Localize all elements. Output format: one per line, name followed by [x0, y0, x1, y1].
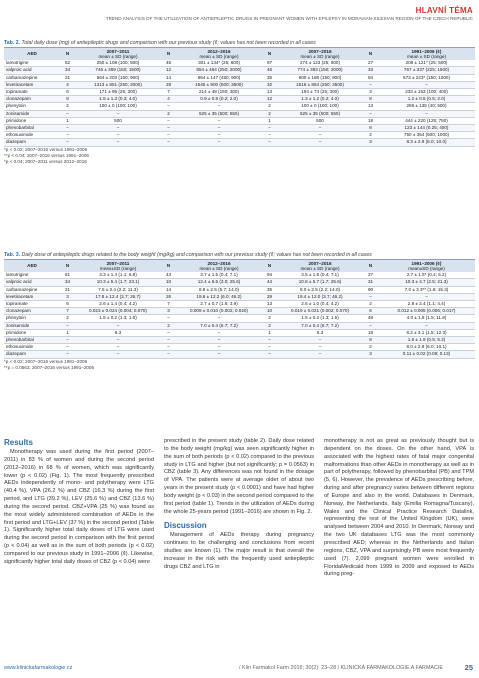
cell-count: 97 — [262, 60, 277, 67]
page-footer — [4, 662, 473, 674]
cell-count: – — [262, 337, 277, 344]
table-2-header-period-1: 2007–2011 mean ± SD (range) — [75, 48, 161, 61]
table-row — [4, 132, 475, 139]
cell-aed-name: zonisamide — [4, 322, 60, 329]
cell-value: 10.3 ± 4.7 (2.5; 21.3) — [378, 279, 475, 286]
cell-value: – — [176, 125, 262, 132]
cell-aed-name: diazepam — [4, 139, 60, 146]
cell-count: – — [161, 344, 176, 351]
cell-aed-name: clonazepam — [4, 96, 60, 103]
table-2-header-n2: N — [161, 48, 176, 61]
cell-value: – — [277, 132, 363, 139]
cell-value: 7.0 ± 0.4 (6.7; 7.2) — [277, 322, 363, 329]
cell-count: – — [363, 293, 378, 300]
table-row — [4, 96, 475, 103]
cell-value: 171 ± 95 (25; 300) — [75, 89, 161, 96]
table-row — [4, 329, 475, 336]
table-3-caption-text: Daily dose of antiepileptic drugs related to the body weight (mg/kg) and comparison with our previous study (¢; values has not been recorded in all cases — [21, 252, 372, 258]
table-3-caption — [4, 252, 475, 259]
cell-value: 0.012 ± 0.005 (0.006; 0.017) — [378, 308, 475, 315]
cell-value: – — [176, 139, 262, 146]
cell-value: – — [176, 103, 262, 110]
cell-value: 1.5 ± 0.2 (1.3; 1.6) — [277, 315, 363, 322]
cell-count: 51 — [60, 272, 75, 279]
table-3-grid — [4, 259, 475, 359]
cell-value: 1313 ± 851 (250; 2000) — [75, 81, 161, 88]
cell-count: 94 — [262, 272, 277, 279]
table-row — [4, 60, 475, 67]
table-row — [4, 315, 475, 322]
cell-value: – — [378, 81, 475, 88]
cell-count: 3 — [161, 308, 176, 315]
cell-value: 1.6 ± 1.9 (0.5; 5.3) — [378, 337, 475, 344]
cell-count: – — [60, 139, 75, 146]
cell-value: 774 ± 393 (150; 2000) — [277, 67, 363, 74]
cell-value: 1516 ± 884 (250; 3500) — [277, 81, 363, 88]
cell-value: 2.7 ± 0.7 (1.6; 3.9) — [176, 301, 262, 308]
footnote: *p < 0.04; 2007–2011 versus 2012–2016 — [4, 158, 87, 164]
cell-aed-name: phenytoin — [4, 103, 60, 110]
cell-count: 1 — [60, 117, 75, 124]
table-row — [4, 322, 475, 329]
cell-count: 52 — [60, 60, 75, 67]
cell-aed-name: carbamazepine — [4, 286, 60, 293]
cell-count: – — [161, 125, 176, 132]
cell-aed-name: clonazepam — [4, 308, 60, 315]
table-row — [4, 89, 475, 96]
cell-value: 19.4 ± 12.0 (3.7; 46.2) — [277, 293, 363, 300]
cell-count: – — [262, 132, 277, 139]
cell-value: 6.2 ± 3.1 (1.5; 12.3) — [378, 329, 475, 336]
cell-aed-name: levetiracetam — [4, 81, 60, 88]
cell-count: 4 — [161, 96, 176, 103]
cell-count: 13 — [363, 103, 378, 110]
cell-aed-name: lamotrigine — [4, 60, 60, 67]
cell-value: – — [75, 110, 161, 117]
cell-aed-name: phenobarbital — [4, 125, 60, 132]
cell-value: 750 ± 354 (500; 1000) — [378, 132, 475, 139]
cell-value: – — [75, 337, 161, 344]
cell-aed-name: topiramate — [4, 89, 60, 96]
cell-count: 7 — [161, 301, 176, 308]
cell-count: 2 — [161, 110, 176, 117]
cell-value: 444 ± 220 (125; 750) — [378, 117, 475, 124]
cell-value: 2.7 ± 1.5* (0.4; 6.2) — [378, 272, 475, 279]
table-row — [4, 74, 475, 81]
cell-value: 2.6 ± 1.4 (0.4; 4.2) — [75, 301, 161, 308]
table-2-header-period-3: 2007–2016 mean ± SD (range) — [277, 48, 363, 61]
cell-count: 7 — [60, 308, 75, 315]
discussion-heading: Discussion — [164, 521, 207, 531]
cell-count: – — [262, 139, 277, 146]
cell-count: 2 — [60, 103, 75, 110]
page-number: 25 — [464, 663, 473, 672]
cell-count: – — [363, 322, 378, 329]
cell-count: 33 — [363, 67, 378, 74]
cell-value: – — [176, 344, 262, 351]
cell-count: 12 — [161, 67, 176, 74]
cell-value: 2.6 ± 1.0 (0.4; 4.2) — [277, 301, 363, 308]
table-2-header-n1: N — [60, 48, 75, 61]
cell-value: 233 ± 153 (100; 400) — [378, 89, 475, 96]
footnote: **p < 0.04; 2007–2016 versus 1991–2006 — [4, 153, 89, 159]
cell-count: 8 — [363, 337, 378, 344]
cell-value: 3.7 ± 1.5 (0.4; 7.1) — [176, 272, 262, 279]
cell-value: 0.019 ± 0.021 (0.002; 0.070) — [277, 308, 363, 315]
cell-value: 4.0 ± 1.8 (1.5; 11.8) — [378, 315, 475, 322]
table-2-caption — [4, 40, 475, 47]
cell-value: 600 ± 186 (150; 900) — [277, 74, 363, 81]
cell-count: 27 — [363, 60, 378, 67]
text-column-2 — [164, 438, 314, 572]
cell-count: 45 — [161, 60, 176, 67]
cell-value: 746 ± 369 (150; 1500) — [75, 67, 161, 74]
table-row — [4, 110, 475, 117]
cell-count: 1 — [262, 117, 277, 124]
table-2-header-n4: N — [363, 48, 378, 61]
cell-value: – — [176, 329, 262, 336]
cell-aed-name: diazepam — [4, 351, 60, 358]
cell-count: – — [60, 132, 75, 139]
cell-value: 1.5 ± 1.3 (0.3; 4.0) — [75, 96, 161, 103]
cell-value: 208 ± 121* (25; 500) — [378, 60, 475, 67]
journal-citation: / Klin Farmakol Farm 2016; 30(2): 23–28 / KLINICKÁ FARMAKOLOGIE A FARMACIE — [239, 665, 444, 671]
cell-count: 8 — [363, 96, 378, 103]
cell-count: – — [60, 322, 75, 329]
cell-aed-name: valproic acid — [4, 67, 60, 74]
table-row — [4, 344, 475, 351]
cell-value: – — [277, 125, 363, 132]
text-column-1 — [4, 438, 154, 567]
cell-value: 6.3 — [277, 329, 363, 336]
table-row — [4, 117, 475, 124]
table-3-header — [4, 260, 475, 273]
table-3-header-period-1: 2007–2011 mean±SD (range) — [75, 260, 161, 273]
cell-count: – — [161, 315, 176, 322]
cell-count: 2 — [60, 315, 75, 322]
cell-value: 10.8 ± 5.7 (1.7; 25.6) — [277, 279, 363, 286]
table-2-header-period-2: 2012–2016 mean ± SD (range) — [176, 48, 262, 61]
cell-value: – — [75, 351, 161, 358]
cell-count: 13 — [262, 89, 277, 96]
cell-value: 214 ± 48 (150; 300) — [176, 89, 262, 96]
cell-count: 2 — [161, 322, 176, 329]
cell-value: 250 ± 108 (100; 500) — [75, 60, 161, 67]
table-row — [4, 337, 475, 344]
cell-count: 32 — [262, 81, 277, 88]
cell-value: 525 ± 35 (500; 550) — [277, 110, 363, 117]
cell-count: 2 — [363, 301, 378, 308]
cell-count: – — [161, 329, 176, 336]
cell-value: 0.11 ± 0.02 (0.08; 0.13) — [378, 351, 475, 358]
cell-count: – — [60, 337, 75, 344]
cell-value: 0.009 ± 0.010 (0.002; 0.020) — [176, 308, 262, 315]
cell-count: 3 — [363, 89, 378, 96]
website-link[interactable]: www.klinickafarmakologie.cz — [4, 665, 73, 671]
cell-value: 854 ± 464 (250; 2000) — [176, 67, 262, 74]
cell-aed-name: primidone — [4, 329, 60, 336]
cell-aed-name: valproic acid — [4, 279, 60, 286]
cell-count: 34 — [60, 67, 75, 74]
cell-aed-name: zonisamide — [4, 110, 60, 117]
footnote: *p < 0.02; 2007–2016 versus 1991–2006 — [4, 359, 88, 365]
section-label: HLAVNÍ TÉMA — [415, 6, 473, 15]
cell-count: 28 — [161, 81, 176, 88]
cell-count: 2 — [363, 344, 378, 351]
cell-value: – — [277, 351, 363, 358]
cell-count: 8 — [60, 96, 75, 103]
cell-count: 3 — [60, 293, 75, 300]
cell-count: – — [161, 103, 176, 110]
cell-count: 18 — [363, 329, 378, 336]
table-3-header-period-4: 1991–2006 (¢) mean±SD (range) — [378, 260, 475, 273]
discussion-paragraph: Management of AEDs therapy during pregnancy continues to be challenging and conclusions from recent studies are known (1). The major result is that overall the increase in the risk with the frequently used antiepileptic drugs CBZ and LTG in — [164, 532, 314, 570]
cell-value: – — [378, 110, 475, 117]
cell-value: – — [75, 132, 161, 139]
cell-value: 100 ± 0 (100; 100) — [277, 103, 363, 110]
cell-count: 1 — [262, 329, 277, 336]
table-2-caption-text: Total daily dose (mg) of antiepileptic drugs and comparison with our previous study (¢; values has not been recorded in all cases — [21, 40, 316, 46]
cell-value: 564 ± 203 (150; 900) — [75, 74, 161, 81]
table-2-header — [4, 48, 475, 61]
footnote: **p = 0.0563; 2007–2016 versus 1991–2006 — [4, 365, 95, 371]
cell-value: 1.2 ± 0.5 (0.5; 2.0) — [378, 96, 475, 103]
cell-value: 500 — [277, 117, 363, 124]
text-column-3 — [324, 438, 474, 579]
cell-value: 654 ± 147 (450; 900) — [176, 74, 262, 81]
table-3-header-n1: N — [60, 260, 75, 273]
cell-value: – — [277, 139, 363, 146]
table-2-header-aed: AED — [4, 48, 60, 61]
cell-count: 21 — [60, 74, 75, 81]
cell-value: 573 ± 223* (150; 1000) — [378, 74, 475, 81]
cell-value: 100 ± 0 (100; 100) — [75, 103, 161, 110]
cell-value: 8.0 ± 2.5 (2.2; 14.0) — [277, 286, 363, 293]
cell-value: – — [378, 293, 475, 300]
cell-count: 14 — [161, 286, 176, 293]
cell-value: 274 ± 123 (25; 600) — [277, 60, 363, 67]
table-3-body — [4, 272, 475, 358]
cell-count: – — [60, 344, 75, 351]
cell-value: 12.4 ± 6.5 (3.0; 25.6) — [176, 279, 262, 286]
cell-count: 18 — [363, 117, 378, 124]
table-row — [4, 308, 475, 315]
table-3 — [4, 252, 475, 371]
table-3-header-aed: AED — [4, 260, 60, 273]
cell-value: 0.9 ± 0.8 (0.2; 2.0) — [176, 96, 262, 103]
cell-count: 29 — [262, 293, 277, 300]
cell-count: 34 — [60, 279, 75, 286]
table-2-footnotes — [4, 147, 475, 164]
table-2-grid — [4, 47, 475, 147]
cell-count: 21 — [60, 286, 75, 293]
table-3-label: Tab. 3. — [4, 252, 21, 258]
cell-count: 10 — [262, 308, 277, 315]
table-row — [4, 125, 475, 132]
cell-count: 4 — [60, 81, 75, 88]
cell-value: 6.3 — [75, 329, 161, 336]
cell-value: – — [176, 337, 262, 344]
cell-count: 6 — [363, 308, 378, 315]
table-row — [4, 301, 475, 308]
cell-value: 17.8 ± 12.4 (3.7; 26.7) — [75, 293, 161, 300]
cell-aed-name: ethosuximide — [4, 132, 60, 139]
cell-count: 3 — [363, 139, 378, 146]
table-row — [4, 139, 475, 146]
table-2-label: Tab. 2. — [4, 40, 21, 46]
cell-count: 6 — [60, 89, 75, 96]
cell-count: 12 — [262, 96, 277, 103]
cell-value: – — [176, 351, 262, 358]
cell-aed-name: lamotrigine — [4, 272, 60, 279]
cell-count: – — [60, 110, 75, 117]
cell-count: 2 — [262, 110, 277, 117]
cell-count: 43 — [161, 272, 176, 279]
cell-aed-name: primidone — [4, 117, 60, 124]
cell-count: 8 — [363, 125, 378, 132]
cell-value: 1.5 ± 0.2 (1.3; 1.6) — [75, 315, 161, 322]
results-paragraph: Monotherapy was used during the first period (2007–2011) in 83 % of women and during the second period (2012–2016) in 68 % of women, which was significantly lower (p < 0.02) (Fig. 1). The most frequently prescribed AEDs independently of mono- and polytherapy were LTG (40.4 %), VPA (26.2 %) and CBZ (16.3 %) during the first period, and LTG (39.2 %), LEV (25.6 %) and CBZ (13.6 %) during the second period. CBZ+VPA (25 %) was found as the most widely administered combination of AEDs in the first period and LTG+LEV (37 %) in the second period (Table 1). Significantly higher total daily doses of LTG were used during the second period in comparison with the first period (p < 0.04) as well as in the sum of both periods (p < 0.02) compared to our previous study in 1991–2006 (¢). Likewise, significantly higher total daily doses of CBZ (p < 0.04) were — [4, 449, 154, 565]
table-2-header-period-4: 1991–2006 (¢) mean ± SD (range) — [378, 48, 475, 61]
table-row — [4, 351, 475, 358]
table-2-body — [4, 60, 475, 146]
cell-value: 19.6 ± 12.2 (6.0; 46.2) — [176, 293, 262, 300]
cell-value: 2.8 ± 2.4 (1.1; 4.4) — [378, 301, 475, 308]
cell-count: – — [161, 132, 176, 139]
cell-count: 14 — [161, 74, 176, 81]
cell-count: – — [161, 139, 176, 146]
cell-count: 3 — [363, 351, 378, 358]
cell-value: 301 ± 134* (25; 600) — [176, 60, 262, 67]
cell-aed-name: carbamazepine — [4, 74, 60, 81]
cell-count: 94 — [363, 74, 378, 81]
table-3-header-n4: N — [363, 260, 378, 273]
cell-value: 3.5 ± 1.5 (0.4; 7.1) — [277, 272, 363, 279]
footnote: *p < 0.02; 2007–2016 versus 1991–2006 — [4, 147, 88, 153]
cell-count: – — [60, 125, 75, 132]
cell-value: 7.5 ± 2.4 (2.2; 11.3) — [75, 286, 161, 293]
cell-count: – — [161, 351, 176, 358]
cell-aed-name: topiramate — [4, 301, 60, 308]
cell-value: 3.3 ± 1.4 (1.1; 6.8) — [75, 272, 161, 279]
table-row — [4, 293, 475, 300]
table-2 — [4, 40, 475, 164]
table-row — [4, 279, 475, 286]
cell-value: – — [176, 117, 262, 124]
results-continuation: prescribed in the present study (table 2). Daily dose related to the body weight (mg/kg) was seen significantly higher in the sum of both periods (p < 0.02) compared to the previous study in LTG and higher (but not significantly; p = 0.0563) in CBZ (table 3). Any differences was not found in the dosage of VPA. The patients were at average older of about two years in the present study (p < 0.0001) and have had higher body weight (p < 0.03) in the second period compared to the first period (table 1). Trends in the utilization of AEDs during the whole 25-years period (1991–2016) are shown in Fig. 2. — [164, 438, 314, 515]
cell-value: – — [75, 322, 161, 329]
table-row — [4, 67, 475, 74]
table-2-header-n3: N — [262, 48, 277, 61]
cell-count: – — [60, 351, 75, 358]
cell-count: 10 — [161, 279, 176, 286]
cell-value: 286 ± 135 (40; 500) — [378, 103, 475, 110]
cell-count: 35 — [262, 286, 277, 293]
results-heading: Results — [4, 438, 33, 447]
table-3-footnotes — [4, 359, 475, 370]
cell-value: 194 ± 74 (25; 300) — [277, 89, 363, 96]
cell-count: 2 — [262, 322, 277, 329]
table-3-header-n3: N — [262, 260, 277, 273]
cell-count: 1 — [60, 329, 75, 336]
cell-value: 7.0 ± 0.4 (6.7; 7.2) — [176, 322, 262, 329]
cell-count: – — [363, 81, 378, 88]
cell-aed-name: ethosuximide — [4, 344, 60, 351]
table-row — [4, 81, 475, 88]
cell-count: 35 — [262, 74, 277, 81]
cell-count: 13 — [262, 301, 277, 308]
cell-count: – — [262, 125, 277, 132]
cell-count: – — [262, 344, 277, 351]
cell-aed-name: phenobarbital — [4, 337, 60, 344]
cell-count: 6 — [60, 301, 75, 308]
cell-value: – — [176, 315, 262, 322]
table-row — [4, 103, 475, 110]
cell-value: 1545 ± 900 (500; 3500) — [176, 81, 262, 88]
cell-value: 8.0 ± 2.9 (6.0; 10.1) — [378, 344, 475, 351]
cell-value: – — [75, 139, 161, 146]
cell-count: 2 — [262, 103, 277, 110]
cell-count: 90 — [363, 286, 378, 293]
cell-aed-name: levetiracetam — [4, 293, 60, 300]
cell-value: 10.3 ± 5.4 (1.7; 23.1) — [75, 279, 161, 286]
cell-count: 46 — [262, 67, 277, 74]
cell-count: – — [161, 117, 176, 124]
cell-value: 525 ± 35 (500; 550) — [176, 110, 262, 117]
cell-value: – — [176, 132, 262, 139]
cell-count: – — [262, 351, 277, 358]
running-title: TREND ANALYSIS OF THE UTILIZATION OF ANTIEPILEPTIC DRUGS IN PREGNANT WOMEN WITH EPILEPSY IN MORAVIAN-SILESIAN REGION OF THE CZECH REPUBLIC — [105, 16, 473, 21]
cell-value: 8.3 ± 2.9 (5.0; 10.0) — [378, 139, 475, 146]
cell-value: – — [378, 322, 475, 329]
cell-value: – — [277, 344, 363, 351]
cell-count: 2 — [262, 315, 277, 322]
cell-count: 2 — [363, 132, 378, 139]
cell-count: 7 — [161, 89, 176, 96]
table-3-header-period-2: 2012–2016 mean ± SD (range) — [176, 260, 262, 273]
cell-count: 31 — [363, 279, 378, 286]
cell-count: 27 — [363, 272, 378, 279]
cell-value: 767 ± 337 (225; 1500) — [378, 67, 475, 74]
cell-aed-name: phenytoin — [4, 315, 60, 322]
cell-value: – — [75, 344, 161, 351]
cell-count: – — [363, 110, 378, 117]
cell-value: – — [75, 125, 161, 132]
table-row — [4, 286, 475, 293]
cell-count: 48 — [363, 315, 378, 322]
cell-value: 1.3 ± 1.2 (0.2; 4.0) — [277, 96, 363, 103]
table-3-header-period-3: 2007–2016 mean ± SD (range) — [277, 260, 363, 273]
cell-count: – — [161, 337, 176, 344]
cell-value: – — [277, 337, 363, 344]
cell-value: 0.023 ± 0.024 (0.004; 0.070) — [75, 308, 161, 315]
cell-value: 7.0 ± 3.3** (1.6; 15.3) — [378, 286, 475, 293]
cell-value: 123 ± 144 (0.25; 400) — [378, 125, 475, 132]
cell-count: 44 — [262, 279, 277, 286]
cell-count: 26 — [161, 293, 176, 300]
table-3-header-n2: N — [161, 260, 176, 273]
page-header — [0, 0, 479, 26]
cell-value: 500 — [75, 117, 161, 124]
discussion-continuation: monotherapy is not as great as previously thought but is dependent on the doses. On the other hand, VPA is associated with the highest rates of fatal major congenital malformations than other AEDs in monotherapy as well as in part of polytherapy, followed by phenobarbital (PB) and TPM (5, 6). However, the prevalence of AEDs prescribing before, during and after pregnancy varies between different regions of Europe and also in the world. Databases in Denmark, Norway, the Netherlands, Italy (Emilia Romagna/Tuscany), Wales and the Clinical Practice Research Datalink, representing the rest of the United Kingdom (UK), were analysed between 2004 and 2010. In Denmark, Norway and the two UK databases LTG was the most commonly prescribed AED; whereas in the Netherlands and Italian regions, CBZ, VPA and surprisingly PB were most frequently used (7). 2,099 pregnant women were enrolled in FloridaMedicaid from 1999 to 2009 and exposed to AEDs during preg- — [324, 438, 474, 578]
cell-value: 8.8 ± 2.5 (5.7; 14.0) — [176, 286, 262, 293]
table-row — [4, 272, 475, 279]
